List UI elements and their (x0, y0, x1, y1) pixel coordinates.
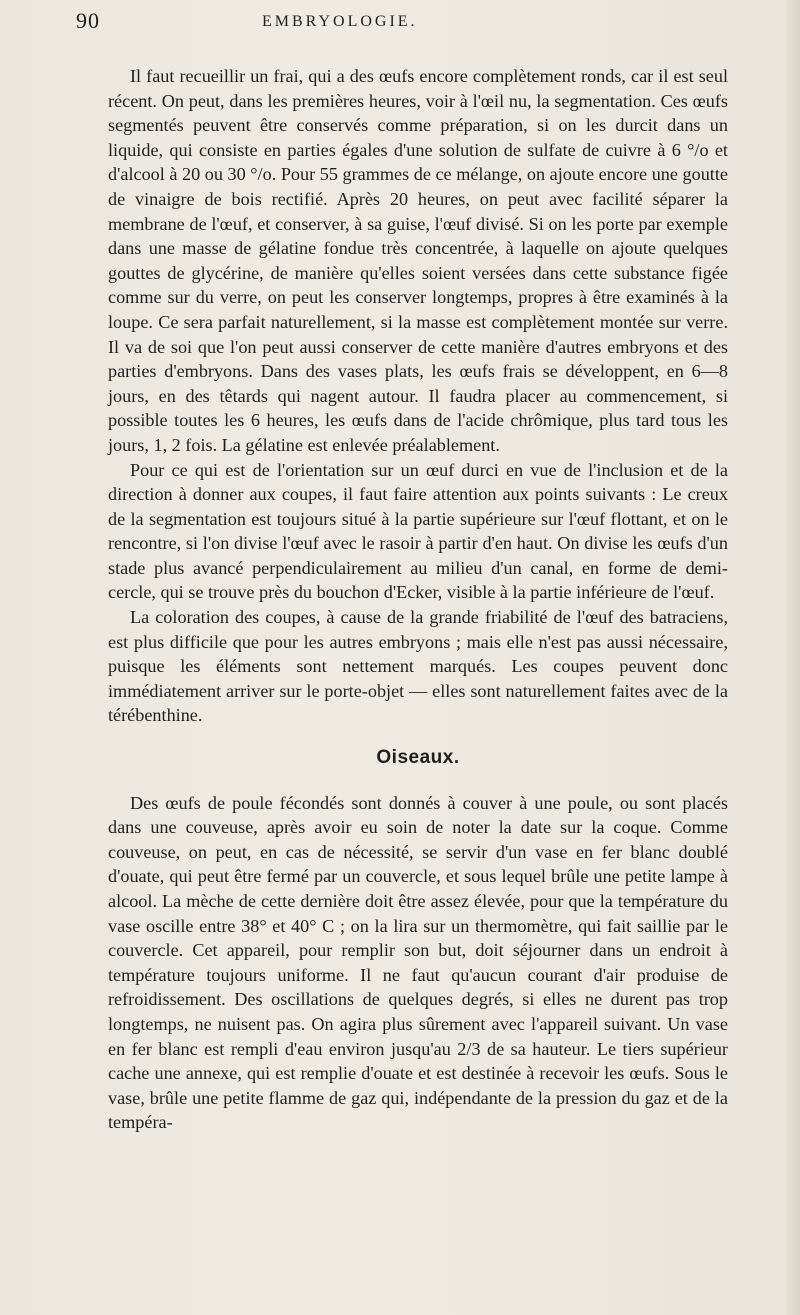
paragraph: Pour ce qui est de l'orientation sur un œuf durci en vue de l'inclusion et de la direction à donner aux coupes, il faut faire attention aux points suivants : Le creux de la segmentation est toujours situé à la partie supérieure sur l'œuf flottant, et on le rencontre, si l'on divise l'œuf avec le rasoir à partir d'en haut. On divise les œufs d'un stade plus avancé perpendiculairement au milieu d'un canal, en forme de demi-cercle, qui se trouve près du bouchon d'Ecker, visible à la partie inférieure de l'œuf. (108, 459, 728, 603)
paragraph: Il faut recueillir un frai, qui a des œufs encore complètement ronds, car il est seul récent. On peut, dans les premières heures, voir à l'œil nu, la segmentation. Ces œufs segmentés peuvent être conservés comme préparation, si on les durcit dans un liquide, qui consiste en parties égales d'une solution de sulfate de cuivre à 6 °/o et d'alcool à 20 ou 30 °/o. Pour 55 grammes de ce mélange, on ajoute encore une goutte de vinaigre de bois rectifié. Après 20 heures, on peut avec facilité séparer la membrane de l'œuf, et conserver, à sa guise, l'œuf divisé. Si on les porte par exemple dans une masse de gélatine fondue très concentrée, à laquelle on ajoute quelques gouttes de glycérine, de manière qu'elles soient versées dans cette substance figée comme sur du verre, on peut les conserver longtemps, propres à être examinés à la loupe. Ce sera parfait naturellement, si la masse est complètement montée sur verre. Il va de soi que l'on peut aussi conserver de cette manière d'autres embryons et des parties d'embryons. Dans des vases plats, les œufs frais se développent, en 6—8 jours, en des têtards qui nagent autour. Il faudra placer au commencement, si possible toutes les 6 heures, les œufs dans de l'acide chrômique, plus tard tous les jours, 1, 2 fois. La gélatine est enlevée préalablement. (108, 66, 728, 455)
body-text (108, 64, 728, 1135)
running-title: EMBRYOLOGIE. (262, 13, 418, 30)
paragraph: La coloration des coupes, à cause de la grande friabilité de l'œuf des batraciens, est plus difficile que pour les autres embryons ; mais elle n'est pas aussi nécessaire, puisque les éléments sont nettement marqués. Les coupes peuvent donc immédiatement arriver sur le porte-objet — elles sont naturellement faites avec de la térébenthine. (108, 607, 728, 726)
section-heading: Oiseaux. (376, 747, 460, 769)
page-edge (786, 0, 800, 1315)
page-number: 90 (76, 8, 100, 33)
paragraph: Des œufs de poule fécondés sont donnés à couver à une poule, ou sont placés dans une couveuse, après avoir eu soin de noter la date sur la coque. Comme couveuse, on peut, en cas de nécessité, se servir d'un vase en fer blanc doublé d'ouate, qui peut être fermé par un couvercle, et sous lequel brûle une petite lampe à alcool. La mèche de cette dernière doit être assez élevée, pour que la température du vase oscille entre 38° et 40° C ; on la lira sur un thermomètre, qui fait saillie par le couvercle. Cet appareil, pour remplir son but, doit séjourner dans un endroit à température toujours uniforme. Il ne faut qu'aucun courant d'air produise de refroidissement. Des oscillations de quelques degrés, si elles ne durent pas trop longtemps, ne nuisent pas. On agira plus sûrement avec l'appareil suivant. Un vase en fer blanc est rempli d'eau environ jusqu'au 2/3 de sa hauteur. Le tiers supérieur cache une annexe, qui est remplie d'ouate et est destinée à recevoir les œufs. Sous le vase, brûle une petite flamme de gaz qui, indépendante de la pression du gaz et de la tempéra- (108, 792, 728, 1133)
